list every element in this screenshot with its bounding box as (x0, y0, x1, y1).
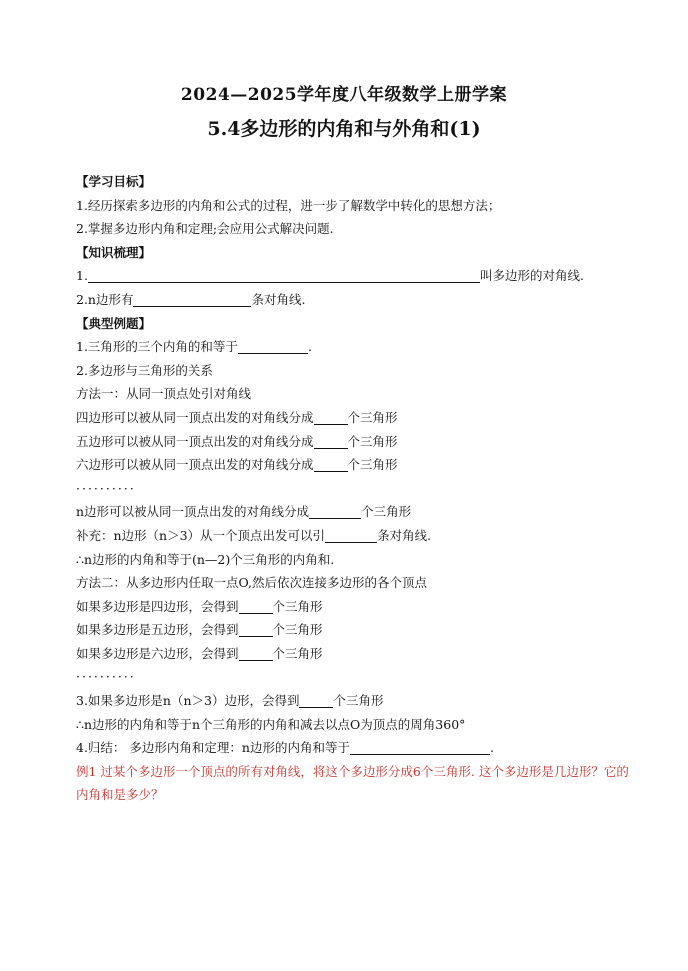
supplement-suffix: 条对角线. (377, 527, 432, 543)
question-4 (76, 736, 636, 760)
method-1-quadrilateral (76, 406, 636, 430)
goals-heading: 【学习目标】 (76, 174, 152, 189)
method-1-quadrilateral-text: 四边形可以被从同一顶点出发的对角线分成 (76, 409, 314, 425)
answer-blank[interactable] (350, 740, 490, 755)
supplement (76, 524, 636, 548)
method-2-quadrilateral (76, 595, 636, 619)
question-2: 2.多边形与三角形的关系 (76, 362, 213, 378)
answer-blank[interactable] (238, 339, 308, 354)
answer-blank[interactable] (239, 622, 273, 637)
triangle-suffix: 个三角形 (272, 622, 323, 638)
triangle-suffix: 个三角形 (272, 645, 323, 661)
review-item-1-suffix: 叫多边形的对角线. (479, 268, 584, 284)
answer-blank[interactable] (299, 693, 333, 708)
question-1-suffix: . (307, 339, 312, 355)
review-item-1 (76, 264, 636, 288)
method-1-pentagon (76, 430, 636, 454)
method-1-n-gon (76, 500, 636, 524)
conclusion-1: ∴n边形的内角和等于(n—2)个三角形的内角和. (76, 551, 335, 567)
method-1-n-gon-text: n边形可以被从同一顶点出发的对角线分成 (76, 504, 310, 520)
method-2-hexagon-text: 如果多边形是六边形，会得到 (76, 645, 239, 661)
question-3-prefix: 3.如果多边形是n（n＞3）边形，会得到 (76, 693, 300, 709)
answer-blank[interactable] (88, 268, 480, 283)
answer-blank[interactable] (314, 434, 348, 449)
review-item-2-suffix: 条对角线. (251, 291, 306, 307)
answer-blank[interactable] (239, 599, 273, 614)
triangle-suffix: 个三角形 (272, 598, 323, 614)
goal-item-1: 1.经历探索多边形的内角和公式的过程，进一步了解数学中转化的思想方法； (76, 197, 501, 213)
question-1 (76, 335, 636, 359)
worksheet-body (76, 170, 636, 807)
conclusion-2: ∴n边形的内角和等于n个三角形的内角和减去以点O为顶点的周角360° (76, 716, 466, 732)
answer-blank[interactable] (239, 646, 273, 661)
method-1-hexagon (76, 453, 636, 477)
method-1-title: 方法一：从同一顶点处引对角线 (76, 386, 252, 402)
example-1: 例1 过某个多边形一个顶点的所有对角线，将这个多边形分成6个三角形. 这个多边形是几边形？它的内角和是多少？ (76, 763, 629, 803)
triangle-suffix: 个三角形 (333, 693, 384, 709)
method-2-title: 方法二：从多边形内任取一点O,然后依次连接多边形的各个顶点 (76, 575, 427, 591)
answer-blank[interactable] (133, 292, 251, 307)
goal-item-2: 2.掌握多边形内角和定理;会应用公式解决问题. (76, 221, 334, 237)
answer-blank[interactable] (325, 528, 377, 543)
supplement-prefix: 补充：n边形（n＞3）从一个顶点出发可以引 (76, 527, 326, 543)
triangle-suffix: 个三角形 (347, 409, 398, 425)
answer-blank[interactable] (314, 457, 348, 472)
method-1-pentagon-text: 五边形可以被从同一顶点出发的对角线分成 (76, 433, 314, 449)
method-2-pentagon-text: 如果多边形是五边形，会得到 (76, 622, 239, 638)
method-2-quadrilateral-text: 如果多边形是四边形，会得到 (76, 598, 239, 614)
review-heading: 【知识梳理】 (76, 244, 152, 260)
ellipsis-dots: ·········· (76, 669, 136, 685)
answer-blank[interactable] (314, 410, 348, 425)
examples-heading: 【典型例题】 (76, 315, 152, 331)
lesson-title: 5.4多边形的内角和与外角和(1) (207, 118, 481, 140)
triangle-suffix: 个三角形 (347, 433, 398, 449)
question-4-suffix: . (489, 740, 494, 756)
method-2-pentagon (76, 618, 636, 642)
review-item-1-prefix: 1. (76, 268, 88, 284)
question-1-prefix: 1.三角形的三个内角的和等于 (76, 339, 238, 355)
answer-blank[interactable] (309, 504, 361, 519)
worksheet-header: 2024—2025学年度八年级数学上册学案 (180, 85, 508, 105)
question-3 (76, 689, 636, 713)
method-1-hexagon-text: 六边形可以被从同一顶点出发的对角线分成 (76, 457, 314, 473)
method-2-hexagon (76, 642, 636, 666)
triangle-suffix: 个三角形 (347, 457, 398, 473)
review-item-2 (76, 288, 636, 312)
ellipsis-dots: ·········· (76, 480, 136, 496)
triangle-suffix: 个三角形 (361, 504, 412, 520)
question-4-prefix: 4.归结： 多边形内角和定理：n边形的内角和等于 (76, 740, 350, 756)
review-item-2-prefix: 2.n边形有 (76, 291, 134, 307)
